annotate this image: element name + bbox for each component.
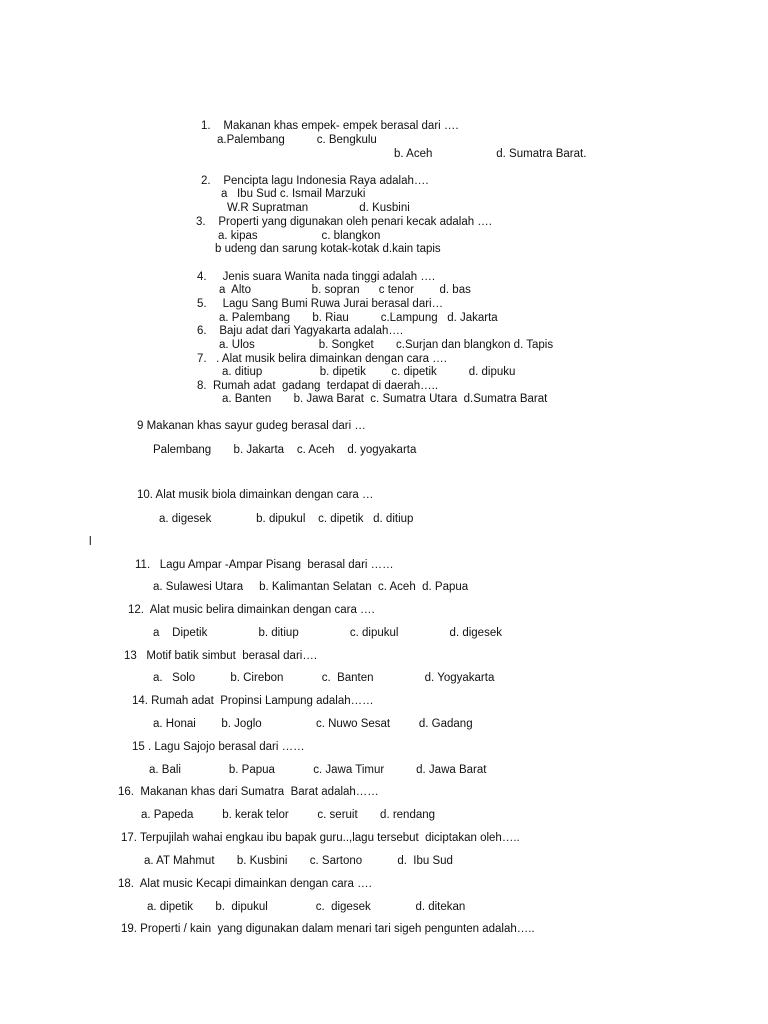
question-12-options: a Dipetik b. ditiup c. dipukul d. digesek	[153, 627, 502, 639]
question-8-options: a. Banten b. Jawa Barat c. Sumatra Utara d.Sumatra Barat	[222, 393, 548, 405]
question-10-options: a. digesek b. dipukul c. dipetik d. ditiup	[159, 513, 414, 525]
question-1-options-cont: b. Aceh d. Sumatra Barat.	[394, 148, 587, 160]
question-11-options: a. Sulawesi Utara b. Kalimantan Selatan c. Aceh d. Papua	[153, 581, 469, 593]
question-16-options: a. Papeda b. kerak telor c. seruit d. rendang	[141, 809, 436, 821]
question-11: 11. Lagu Ampar -Ampar Pisang berasal dari ……	[135, 559, 394, 571]
question-14-options: a. Honai b. Joglo c. Nuwo Sesat d. Gadang	[153, 718, 473, 730]
question-14: 14. Rumah adat Propinsi Lampung adalah……	[132, 695, 374, 707]
question-17: 17. Terpujilah wahai engkau ibu bapak guru..,lagu tersebut diciptakan oleh…..	[121, 832, 520, 844]
question-19: 19. Properti / kain yang digunakan dalam menari tari sigeh pengunten adalah…..	[121, 923, 535, 935]
question-2-options-cont: W.R Supratman d. Kusbini	[227, 202, 410, 214]
question-15: 15 . Lagu Sajojo berasal dari ……	[132, 741, 305, 753]
question-5: 5. Lagu Sang Bumi Ruwa Jurai berasal dari…	[197, 298, 444, 310]
question-9-options: Palembang b. Jakarta c. Aceh d. yogyakarta	[153, 444, 417, 456]
question-10: 10. Alat musik biola dimainkan dengan cara …	[137, 489, 374, 501]
question-7-options: a. ditiup b. dipetik c. dipetik d. dipuku	[222, 366, 516, 378]
question-2: 2. Pencipta lagu Indonesia Raya adalah….	[201, 175, 429, 187]
question-16: 16. Makanan khas dari Sumatra Barat adalah……	[118, 786, 379, 798]
question-3-options-cont: b udeng dan sarung kotak-kotak d.kain tapis	[215, 243, 441, 255]
question-13: 13 Motif batik simbut berasal dari….	[124, 650, 318, 662]
question-13-options: a. Solo b. Cirebon c. Banten d. Yogyakarta	[153, 672, 495, 684]
stray-mark: l	[89, 536, 92, 548]
question-18: 18. Alat music Kecapi dimainkan dengan cara ….	[118, 878, 372, 890]
question-15-options: a. Bali b. Papua c. Jawa Timur d. Jawa Barat	[149, 764, 487, 776]
question-1: 1. Makanan khas empek- empek berasal dari ….	[201, 120, 459, 132]
question-12: 12. Alat music belira dimainkan dengan cara ….	[128, 604, 375, 616]
question-3-options: a. kipas c. blangkon	[218, 230, 381, 242]
question-8: 8. Rumah adat gadang terdapat di daerah…..	[197, 380, 439, 392]
question-5-options: a. Palembang b. Riau c.Lampung d. Jakarta	[219, 312, 498, 324]
question-3: 3. Properti yang digunakan oleh penari kecak adalah ….	[196, 216, 492, 228]
question-9: 9 Makanan khas sayur gudeg berasal dari …	[137, 420, 366, 432]
question-6-options: a. Ulos b. Songket c.Surjan dan blangkon d. Tapis	[219, 339, 554, 351]
question-18-options: a. dipetik b. dipukul c. digesek d. ditekan	[147, 901, 466, 913]
question-7: 7. . Alat musik belira dimainkan dengan cara ….	[197, 353, 447, 365]
question-6: 6. Baju adat dari Yagyakarta adalah….	[197, 325, 404, 337]
question-4: 4. Jenis suara Wanita nada tinggi adalah ….	[197, 271, 436, 283]
question-2-options: a Ibu Sud c. Ismail Marzuki	[221, 188, 366, 200]
question-1-options: a.Palembang c. Bengkulu	[217, 134, 377, 146]
question-4-options: a Alto b. sopran c tenor d. bas	[219, 284, 471, 296]
question-17-options: a. AT Mahmut b. Kusbini c. Sartono d. Ibu Sud	[144, 855, 453, 867]
